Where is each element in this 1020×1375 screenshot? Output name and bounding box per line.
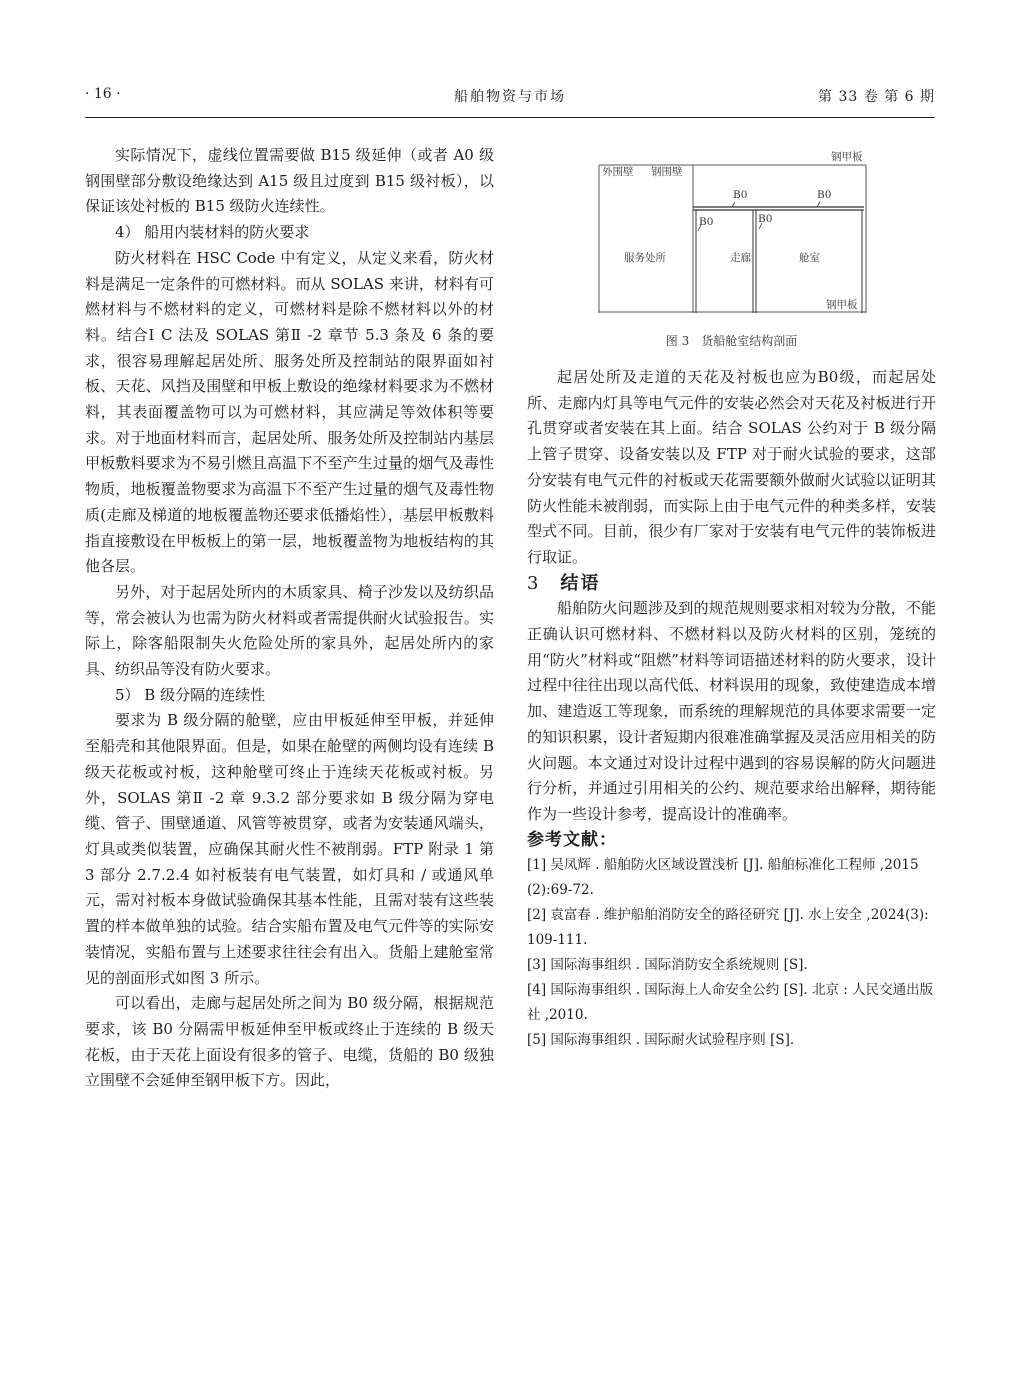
header-rule <box>85 117 935 118</box>
figure-caption: 图 3 货船舱室结构剖面 <box>665 334 798 348</box>
label-b0-top-right: B0 <box>817 189 832 201</box>
journal-title: 船舶物资与市场 <box>454 89 566 105</box>
paragraph: 要求为 B 级分隔的舱壁，应由甲板延伸至甲板，并延伸至船壳和其他限界面。但是，如果在舱壁的两侧均设有连续 B 级天花板或衬板，这种舱壁可终止于连续天花板或衬板。另外，SOLAS 第Ⅱ -2 章 9.3.2 部分要求如 B 级分隔为穿电缆、管子、围壁通道、风管等被贯穿，或者为安装通风端头，灯具或类似装置，应确保其耐火性不被削弱。FTP 附录 1 第 3 部分 2.7.2.4 如衬板装有电气装置，如灯具和 / 或通风单元，需对衬板本身做试验确保其基本性能，且需对装有这些装置的样本做单独的试验。结合实船布置及电气元件等的实际安装情况，实船布置与上述要求往往会有出入。货船上建舱室常见的剖面形式如图 3 所示。 <box>85 711 494 987</box>
label-service-space: 服务处所 <box>624 252 666 264</box>
label-cabin: 舱室 <box>799 252 820 264</box>
issue-info: 第 33 卷 第 6 期 <box>818 89 935 105</box>
paragraph: 实际情况下，虚线位置需要做 B15 级延伸（或者 A0 级钢围壁部分敷设绝缘达到 A15 级且过度到 B15 级衬板），以保证该处衬板的 B15 级防火连续性。 <box>85 146 494 216</box>
section-title: 结语 <box>560 572 601 594</box>
label-steel-deck-bottom: 钢甲板 <box>826 299 858 311</box>
label-corridor: 走廊 <box>730 252 751 264</box>
reference-item: [1] 吴凤辉 . 船舶防火区域设置浅析 [J]. 船舶标准化工程师 ,2015 (2):69-72. <box>527 857 919 899</box>
reference-item: [4] 国际海事组织 . 国际海上人命安全公约 [S]. 北京 : 人民交通出版社 ,2010. <box>527 982 934 1024</box>
references-title: 参考文献： <box>527 829 617 850</box>
reference-item: [5] 国际海事组织 . 国际耐火试验程序则 [S]. <box>527 1032 795 1049</box>
running-header <box>85 86 935 106</box>
right-column <box>527 365 936 1053</box>
label-b0-side-left: B0 <box>699 216 714 228</box>
label-steel-deck-top: 钢甲板 <box>831 151 863 163</box>
left-column <box>85 143 494 1094</box>
paragraph: 防火材料在 HSC Code 中有定义，从定义来看，防火材料是满足一定条件的可燃材料。而从 SOLAS 来讲，材料有可燃材料与不燃材料的定义，可燃材料是除不燃材料以外的材料。结合Ⅰ C 法及 SOLAS 第Ⅱ -2 章节 5.3 条及 6 条的要求，很容易理解起居处所、服务处所及控制站的限界面如衬板、天花、风挡及围壁和甲板上敷设的绝缘材料要求为不燃材料，其表面覆盖物可以为可燃材料，其应满足等效体积等要求。对于地面材料而言，起居处所、服务处所及控制站内基层甲板敷料要求为不易引燃且高温下不至产生过量的烟气及毒性物质，地板覆盖物要求为高温下不至产生过量的烟气及毒性物质(走廊及梯道的地板覆盖物还要求低播焰性），基层甲板敷料指直接敷设在甲板板上的第一层，地板覆盖物为地板结构的其他各层。 <box>85 248 494 576</box>
label-b0-side-mid: B0 <box>758 213 773 225</box>
reference-item: [2] 袁富春 . 维护船舶消防安全的路径研究 [J]. 水上安全 ,2024(3): 109-111. <box>527 907 929 949</box>
page-number: · 16 · <box>85 86 121 102</box>
label-steel-wall: 钢围壁 <box>651 166 683 178</box>
paragraph: 可以看出，走廊与起居处所之间为 B0 级分隔，根据规范要求，该 B0 分隔需甲板延伸至甲板或终止于连续的 B 级天花板，由于天花上面设有很多的管子、电缆，货船的 B0 级独立围壁不会延伸至钢甲板下方。因此， <box>85 994 494 1090</box>
subheading: 5） B 级分隔的连续性 <box>115 685 266 704</box>
paragraph: 另外，对于起居处所内的木质家具、椅子沙发以及纺织品等，常会被认为也需为防火材料或者需提供耐火试验报告。实际上，除客船限制失火危险处所的家具外，起居处所内的家具、纺织品等没有防火要求。 <box>85 582 494 679</box>
reference-item: [3] 国际海事组织 . 国际消防安全系统规则 [S]. <box>527 957 808 974</box>
paragraph: 起居处所及走道的天花及衬板也应为B0级，而起居处所、走廊内灯具等电气元件的安装必然会对天花及衬板进行开孔贯穿或者安装在其上面。结合 SOLAS 公约对于 B 级分隔上管子贯穿、设备安装以及 FTP 对于耐火试验的要求，这部分安装有电气元件的衬板或天花需要额外做耐火试验以证明其防火性能未被削弱，而实际上由于电气元件的种类多样，安装型式不同。目前，很少有厂家对于安装有电气元件的装饰板进行取证。 <box>527 368 936 566</box>
subheading: 4） 船用内装材料的防火要求 <box>115 223 310 242</box>
label-b0-top-left: B0 <box>733 189 748 201</box>
label-outer-wall: 外围壁 <box>602 166 634 178</box>
section-number: 3 <box>527 572 541 594</box>
figure-3-cabin-section <box>598 147 868 313</box>
section-heading <box>527 571 936 597</box>
section-diagram <box>598 147 868 313</box>
paragraph: 船舶防火问题涉及到的规范规则要求相对较为分散，不能正确认识可燃材料、不燃材料以及防火材料的区别，笼统的用“防火”材料或“阻燃”材料等词语描述材料的防火要求，设计过程中往往出现以高代低、材料误用的现象，致使建造成本增加、建造返工等现象，而系统的理解规范的具体要求需要一定的知识积累，设计者短期内很难准确掌握及灵活应用相关的防火问题。本文通过对设计过程中遇到的容易误解的防火问题进行分析，并通过引用相关的公约、规范要求给出解释，期待能作为一些设计参考，提高设计的准确率。 <box>527 599 936 823</box>
